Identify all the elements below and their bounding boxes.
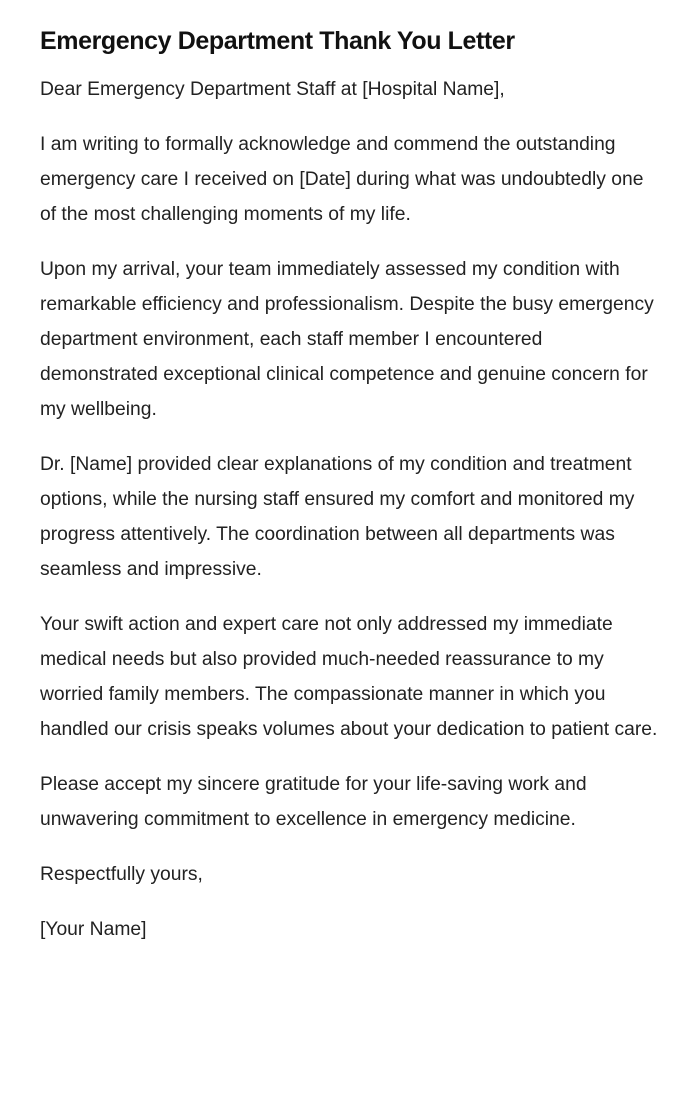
paragraph-3: Dr. [Name] provided clear explanations of my condition and treatment options, while the nursing staff ensured my comfort and monitored my progress attentively. The coordination between all departments was seamless and impressive.: [40, 454, 635, 580]
paragraph-1: I am writing to formally acknowledge and commend the outstanding emergency care I received on [Date] during what was undoubtedly one of the most challenging moments of my life.: [40, 134, 644, 225]
paragraph-5: Please accept my sincere gratitude for your life-saving work and unwavering commitment to excellence in emergency medicine.: [40, 774, 587, 830]
paragraph-4: Your swift action and expert care not only addressed my immediate medical needs but also provided much-needed reassurance to my worried family members. The compassionate manner in which you handled our crisis speaks volumes about your dedication to patient care.: [40, 614, 658, 740]
salutation: Dear Emergency Department Staff at [Hospital Name],: [40, 79, 505, 100]
letter-title: Emergency Department Thank You Letter: [40, 27, 515, 55]
closing: Respectfully yours,: [40, 864, 203, 885]
signature: [Your Name]: [40, 919, 147, 940]
paragraph-2: Upon my arrival, your team immediately assessed my condition with remarkable efficiency and professionalism. Despite the busy emergency department environment, each staff member I encountered demonstrated exceptional clinical competence and genuine concern for my wellbeing.: [40, 259, 654, 420]
